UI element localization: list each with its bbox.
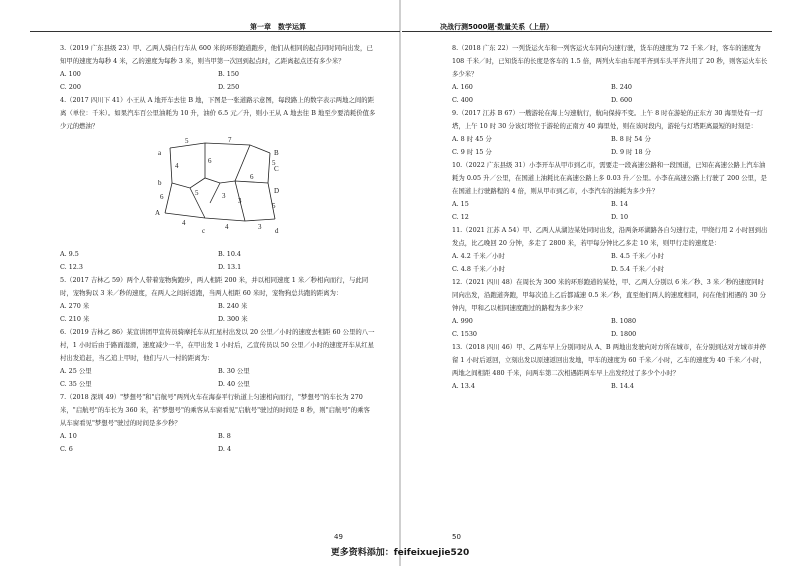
- option: D. 1800: [611, 330, 637, 338]
- option: C. 400: [452, 96, 473, 104]
- question-text: 4.（2017 四川下 41）小王从 A 地开车去往 B 地，下图是一张道路示意图，每段路上的数字表示两地之间的距离（单位：千米）。如果汽车百公里油耗为 10 升，油价 6.5 元／升，则小王从 A 地去往 B 地至少要消耗价值多少元的燃油？: [60, 96, 376, 130]
- edge-3b: 3: [258, 223, 262, 231]
- option: D. 9 时 18 分: [611, 148, 652, 156]
- option: B. 150: [218, 70, 239, 78]
- edge-6c: 6: [160, 193, 164, 201]
- question-text: 9.（2017 江苏 B 67）一艘游轮在海上匀速航行，航向保持不变。上午 8 时在游轮的正东方 30 海里处有一灯塔，上午 10 时 30 分该灯塔位于游轮的正南方 40 海里处，则在该时段内，游轮与灯塔距离最短的时刻是：: [452, 109, 763, 130]
- edge-5d: 5: [272, 159, 276, 167]
- edge-4c: 4: [225, 223, 229, 231]
- label-d: d: [275, 227, 279, 235]
- option: A. 9.5: [60, 250, 79, 258]
- road-v2: [235, 145, 250, 181]
- question-9: [452, 107, 770, 159]
- option: C. 6: [60, 445, 73, 453]
- option: C. 9 时 15 分: [452, 148, 492, 156]
- right-page-number: 50: [452, 533, 461, 541]
- question-3: [60, 42, 376, 94]
- option: C. 210 米: [60, 315, 90, 323]
- option: B. 14: [611, 200, 628, 208]
- option: A. 13.4: [452, 382, 475, 390]
- option: D. 13.1: [218, 263, 242, 271]
- options: [452, 198, 770, 224]
- label-D: D: [274, 187, 280, 195]
- edge-3: 3: [222, 192, 226, 200]
- options: [60, 68, 376, 94]
- option: B. 240 米: [218, 302, 248, 310]
- option: D. 300 米: [218, 315, 248, 323]
- option: C. 200: [60, 83, 81, 91]
- option: A. 25 公里: [60, 367, 92, 375]
- label-B: B: [274, 149, 279, 157]
- option: D. 10: [611, 213, 629, 221]
- label-C: C: [274, 165, 279, 173]
- option: D. 5.4 千米／小时: [611, 265, 665, 273]
- question-text: 8.（2018 广东 22）一列货运火车和一列客运火车同向匀速行驶，货车的速度为 72 千米／时，客车的速度为 108 千米／时，已知货车的长度是客车的 1.5 倍，两列火车由车尾平齐到车头平齐共用了 20 秒，则客运火车长多少米？: [452, 44, 768, 78]
- edge-6a: 6: [208, 157, 212, 165]
- question-text: 13.（2018 四川 46）甲、乙两车早上分别同时从 A、B 两地出发驶向对方所在城市，在分别到达对方城市并停留 1 小时后返回，立刻出发以原速返回出发地，甲车的速度为 60 千米／小时，乙车的速度为 40 千米／小时，两地之间相距 480 千米，问两车第二次相遇距两车早上出发经过了多少个小时？: [452, 343, 767, 377]
- question-5: [60, 274, 376, 326]
- question-12: [452, 276, 770, 341]
- option: D. 4: [218, 445, 232, 453]
- left-header-title: 第一章 数学运算: [250, 23, 306, 31]
- question-11: [452, 224, 770, 276]
- footer-contact: 更多资料添加：feifeixuejie520: [330, 548, 470, 558]
- edge-4a: 4: [175, 162, 179, 170]
- question-text: 3.（2019 广东县级 23）甲、乙两人骑自行车从 600 米的环形跑道跑步，他们从相同的起点同时同向出发，已知甲的速度为每秒 4 米，乙的速度为每秒 3 米，则当甲第一次回到起点时，乙距离起点还有多少米？: [60, 44, 373, 65]
- option: D. 600: [611, 96, 633, 104]
- question-8: [452, 42, 770, 107]
- page-gutter: [399, 0, 401, 566]
- edge-6b: 6: [250, 173, 254, 181]
- question-13: [452, 341, 770, 393]
- options: [60, 430, 376, 456]
- option: A. 8 时 45 分: [452, 135, 492, 143]
- option: B. 4.5 千米／小时: [611, 252, 664, 260]
- label-a: a: [158, 149, 162, 157]
- edge-4b: 4: [182, 219, 186, 227]
- option: A. 4.2 千米／小时: [452, 252, 505, 260]
- label-b: b: [158, 179, 162, 187]
- options: [60, 248, 376, 274]
- options: [452, 380, 770, 393]
- question-text: 12.（2021 四川 48）在周长为 300 米的环形跑道的某处，甲、乙两人分别以 6 米／秒、3 米／秒的速度同时同向出发，沿跑道奔跑，甲每次追上乙后都减速 0.5 米／秒，直至他们两人的速度相同，问在他们相遇的 30 分钟内，甲和乙以相同速度跑过的路程为多少米？: [452, 278, 766, 312]
- option: B. 30 公里: [218, 367, 250, 375]
- edge-3c: 3: [238, 197, 242, 205]
- option: C. 12.3: [60, 263, 83, 271]
- option: B. 8: [218, 432, 231, 440]
- options: [452, 81, 770, 107]
- question-text: 7.（2018 深圳 49）"梦想号"和"启航号"两列火车在海泰平行轨道上匀速相向而行，"梦想号"的车长为 270 米，"启航号"的车长为 360 米，若"梦想号"的乘客从车窗看见"启航号"驶过的时间是 8 秒，则"启航号"的乘客从车窗看见"梦想号"驶过的时间是多少秒？: [60, 393, 370, 427]
- edge-5c: 5: [272, 202, 276, 210]
- label-A: A: [155, 209, 161, 217]
- road-network-diagram: [150, 133, 300, 243]
- left-header-rule: [30, 31, 400, 32]
- option: C. 4.8 千米／小时: [452, 265, 505, 273]
- question-7: [60, 391, 376, 456]
- edge-5: 5: [185, 137, 189, 145]
- options: [452, 315, 770, 341]
- option: A. 10: [60, 432, 77, 440]
- left-page-number: 49: [334, 533, 343, 541]
- question-text: 5.（2017 吉林乙 59）两个人带着宠物狗跑步，两人相距 200 米，并以相同速度 1 米／秒相向而行，与此同时，宠物狗以 3 米／秒的速度，在两人之间折返跑，当两人相距 60 米时，宠物狗总共跑的距离为：: [60, 276, 369, 297]
- question-text: 6.（2019 吉林乙 86）某宣讲团甲宣传员骑摩托车从红星村出发以 20 公里／小时的速度去相距 60 公里的八一村，1 小时后由于路面湿滑，速度减少一半，在甲出发 1 小时后，乙宣传员以 50 公里／小时的速度开车从红星村出发追赶，当乙追上甲时，他们与八一村的距离为：: [60, 328, 375, 362]
- label-c: c: [202, 227, 206, 235]
- option: B. 8 时 54 分: [611, 135, 651, 143]
- right-page-content: [452, 42, 770, 393]
- question-text: 10.（2022 广东县级 31）小李开车从甲市到乙市，需要走一段高速公路和一段国道，已知在高速公路上汽车油耗为 0.05 升／公里，在国道上油耗比在高速公路上多 0.03 升／公里。小李在高速公路上行驶了 200 公里，是在国道上行驶路程的 4 倍，则从甲市到乙市，小李汽车的油耗为多少升？: [452, 161, 767, 195]
- option: B. 240: [611, 83, 632, 91]
- question-10: [452, 159, 770, 224]
- option: A. 990: [452, 317, 473, 325]
- option: B. 10.4: [218, 250, 241, 258]
- option: A. 100: [60, 70, 81, 78]
- option: C. 1530: [452, 330, 477, 338]
- option: D. 250: [218, 83, 240, 91]
- edge-7: 7: [228, 136, 232, 144]
- right-header-title: 决战行测5000题·数量关系（上册）: [440, 23, 554, 31]
- option: C. 12: [452, 213, 469, 221]
- options: [452, 133, 770, 159]
- option: A. 160: [452, 83, 473, 91]
- road-diag: [210, 183, 220, 203]
- question-4: [60, 94, 376, 274]
- options: [452, 250, 770, 276]
- option: A. 270 米: [60, 302, 90, 310]
- option: D. 40 公里: [218, 380, 250, 388]
- options: [60, 300, 376, 326]
- left-page-content: [60, 42, 376, 456]
- option: B. 14.4: [611, 382, 634, 390]
- option: A. 15: [452, 200, 469, 208]
- question-text: 11.（2021 江苏 A 54）甲、乙两人从湖边某处同时出发，沿两条环湖路各自匀速行走，甲绕行用 2 小时回到出发点，比乙晚回 20 分钟，多走了 2800 米，若甲每分钟比乙多走 10 米，则甲行走的速度是：: [452, 226, 768, 247]
- road-left: [165, 148, 172, 213]
- option: B. 1080: [611, 317, 637, 325]
- question-6: [60, 326, 376, 391]
- edge-5b: 5: [195, 189, 199, 197]
- option: C. 35 公里: [60, 380, 92, 388]
- options: [60, 365, 376, 391]
